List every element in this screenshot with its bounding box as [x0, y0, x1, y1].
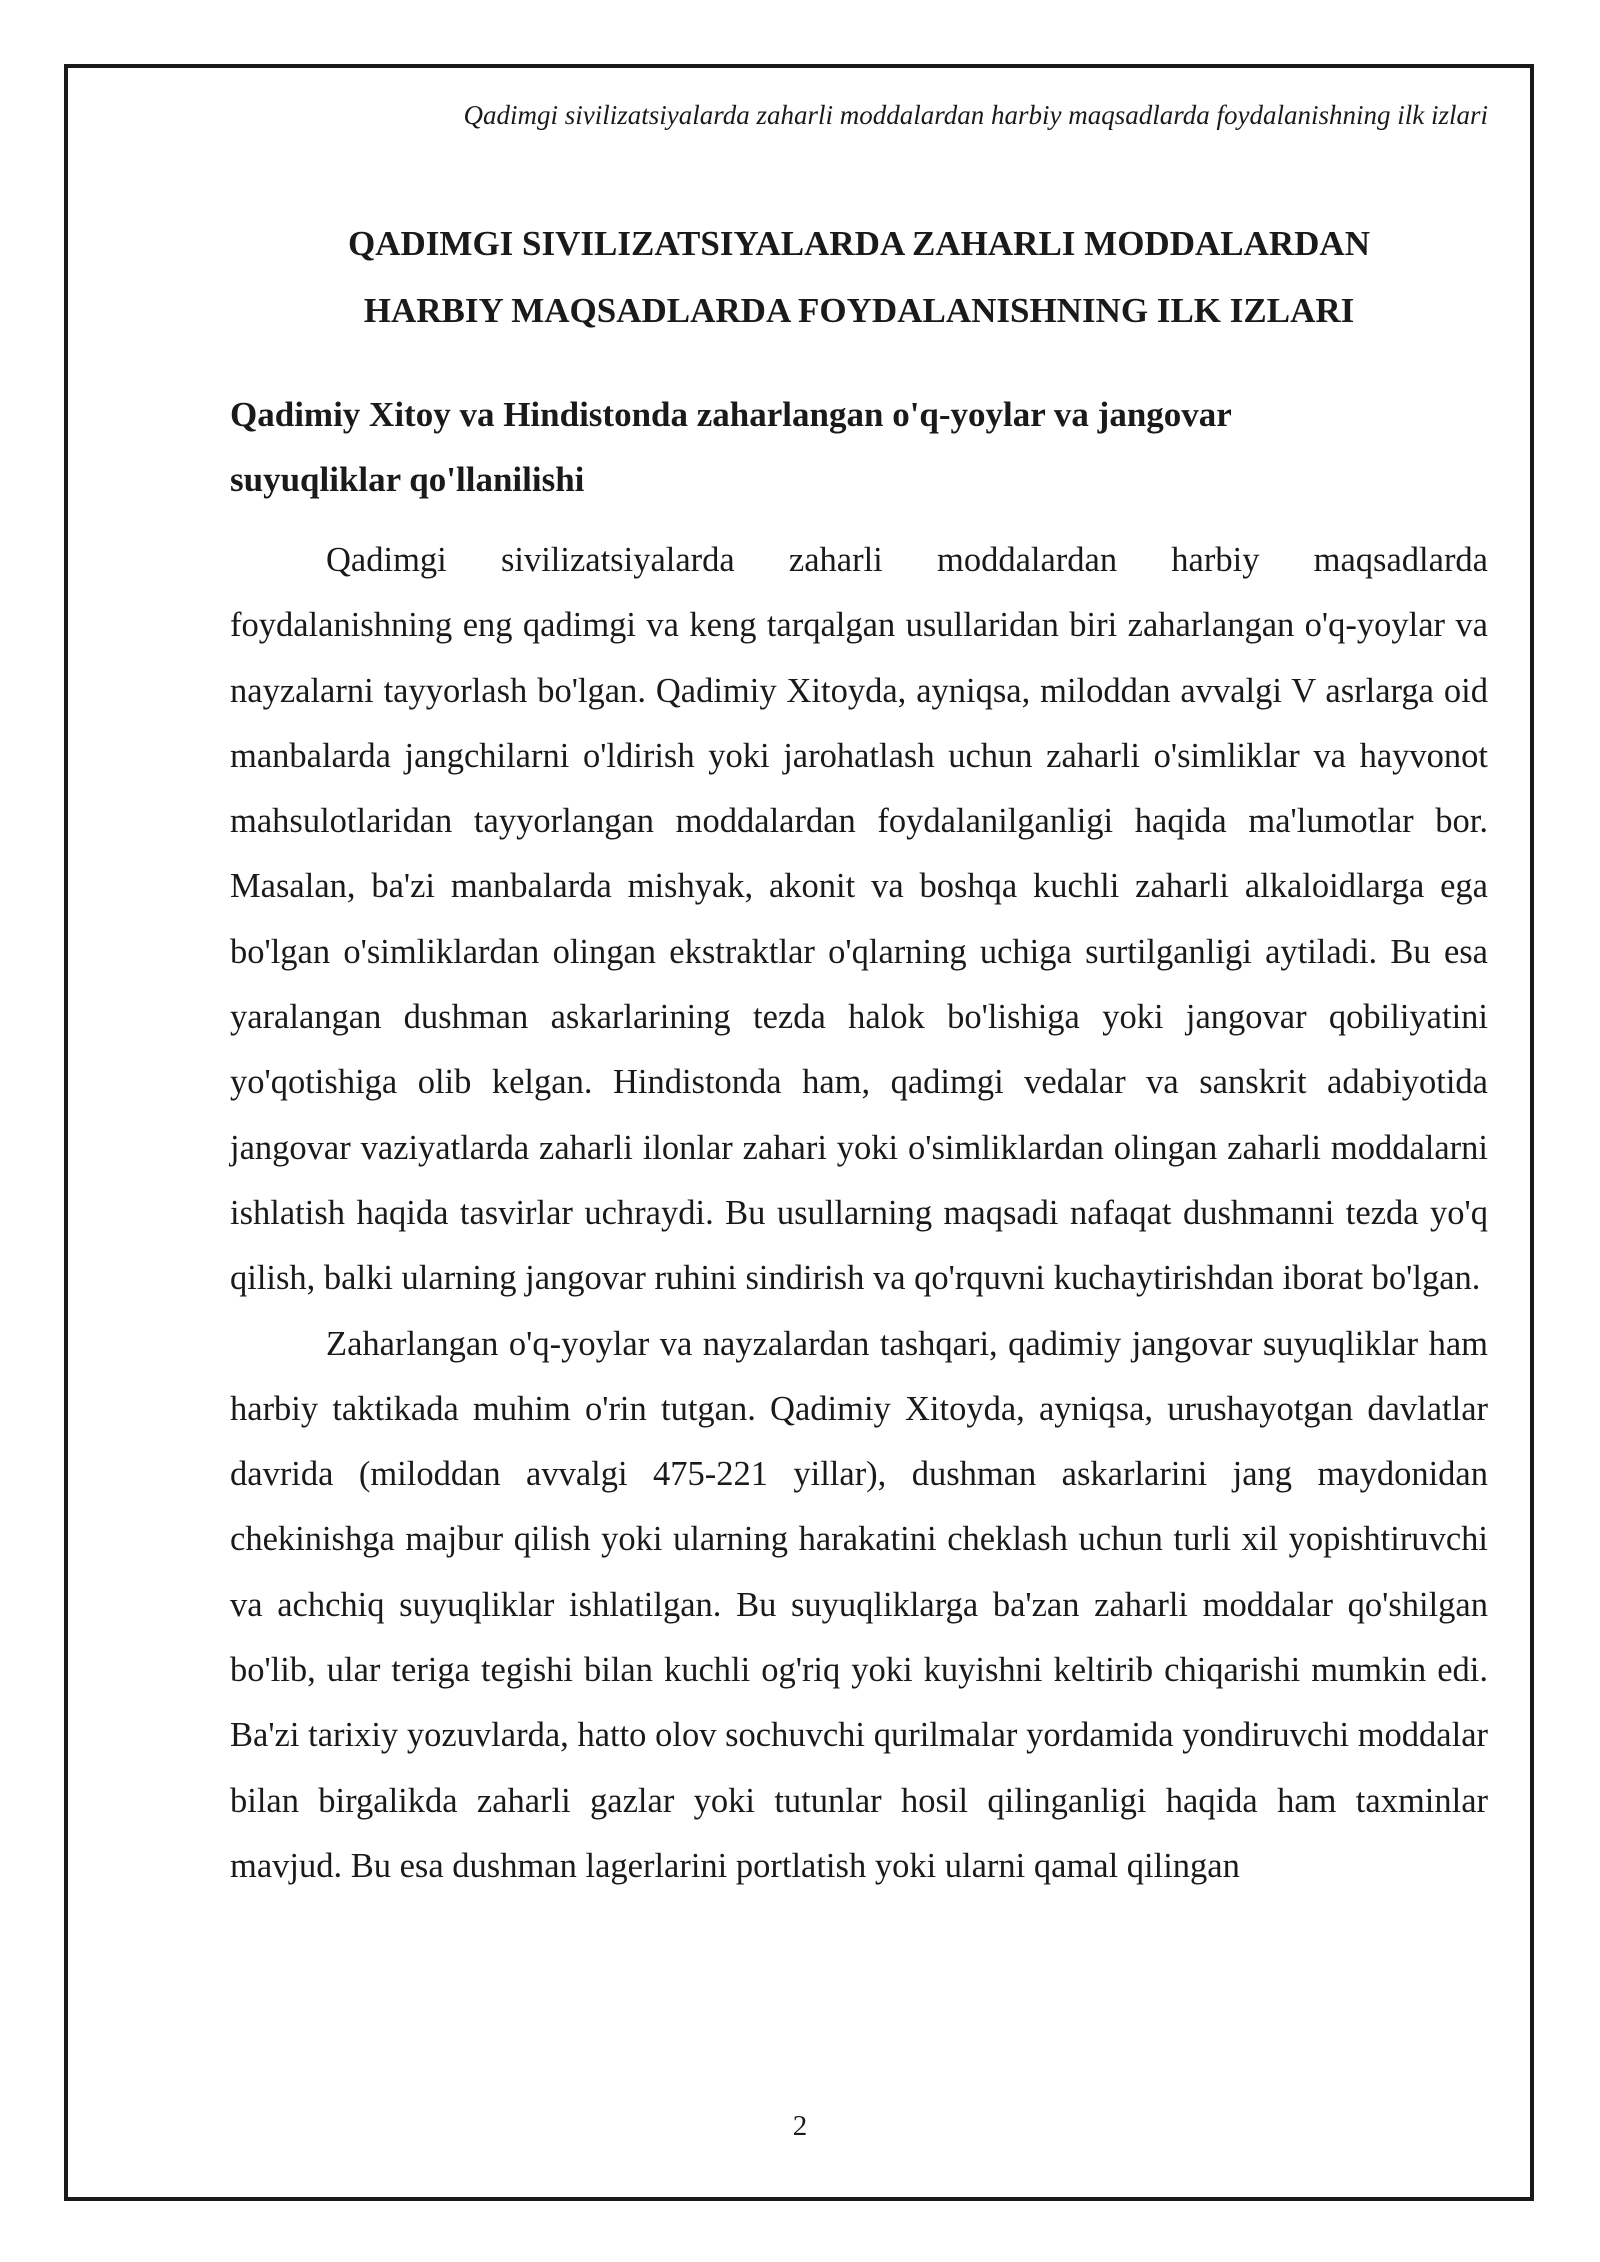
- document-title-line: QADIMGI SIVILIZATSIYALARDA ZAHARLI MODDALARDAN: [348, 224, 1370, 263]
- section-heading-line: Qadimiy Xitoy va Hindistonda zaharlangan o'q-yoylar va jangovar: [230, 395, 1232, 434]
- document-title: [230, 210, 1488, 344]
- paragraph: Qadimgi sivilizatsiyalarda zaharli moddalardan harbiy maqsadlarda foydalanishning eng qadimgi va keng tarqalgan usullaridan biri zaharlangan o'q-yoylar va nayzalarni tayyorlash bo'lgan. Qadimiy Xitoyda, ayniqsa, miloddan avvalgi V asrlarga oid manbalarda jangchilarni o'ldirish yoki jarohatlash uchun zaharli o'simliklar va hayvonot mahsulotlaridan tayyorlangan moddalardan foydalanilganligi haqida ma'lumotlar bor. Masalan, ba'zi manbalarda mishyak, akonit va boshqa kuchli zaharli alkaloidlarga ega bo'lgan o'simliklardan olingan ekstraktlar o'qlarning uchiga surtilganligi aytiladi. Bu esa yaralangan dushman askarlarining tezda halok bo'lishiga yoki jangovar qobiliyatini yo'qotishiga olib kelgan. Hindistonda ham, qadimgi vedalar va sanskrit adabiyotida jangovar vaziyatlarda zaharli ilonlar zahari yoki o'simliklardan olingan zaharli moddalarni ishlatish haqida tasvirlar uchraydi. Bu usullarning maqsadi nafaqat dushmanni tezda yo'q qilish, balki ularning jangovar ruhini sindirish va qo'rquvni kuchaytirishdan iborat bo'lgan.: [230, 541, 1488, 1298]
- running-header: Qadimgi sivilizatsiyalarda zaharli moddalardan harbiy maqsadlarda foydalanishning ilk izlari: [463, 100, 1488, 130]
- paragraph: Zaharlangan o'q-yoylar va nayzalardan tashqari, qadimiy jangovar suyuqliklar ham harbiy taktikada muhim o'rin tutgan. Qadimiy Xitoyda, ayniqsa, urushayotgan davlatlar davrida (miloddan avvalgi 475-221 yillar), dushman askarlarini jang maydonidan chekinishga majbur qilish yoki ularning harakatini cheklash uchun turli xil yopishtiruvchi va achchiq suyuqliklar ishlatilgan. Bu suyuqliklarga ba'zan zaharli moddalar qo'shilgan bo'lib, ular teriga tegishi bilan kuchli og'riq yoki kuyishni keltirib chiqarishi mumkin edi. Ba'zi tarixiy yozuvlarda, hatto olov sochuvchi qurilmalar yordamida yondiruvchi moddalar bilan birgalikda zaharli gazlar yoki tutunlar hosil qilinganligi haqida ham taxminlar mavjud. Bu esa dushman lagerlarini portlatish yoki ularni qamal qilingan: [230, 1324, 1488, 1885]
- body-text: [230, 528, 1488, 1899]
- page-number: 2: [792, 2110, 808, 2142]
- document-title-line: HARBIY MAQSADLARDA FOYDALANISHNING ILK IZLARI: [363, 291, 1355, 330]
- section-heading-line: suyuqliklar qo'llanilishi: [230, 460, 585, 499]
- section-heading: [230, 382, 1488, 512]
